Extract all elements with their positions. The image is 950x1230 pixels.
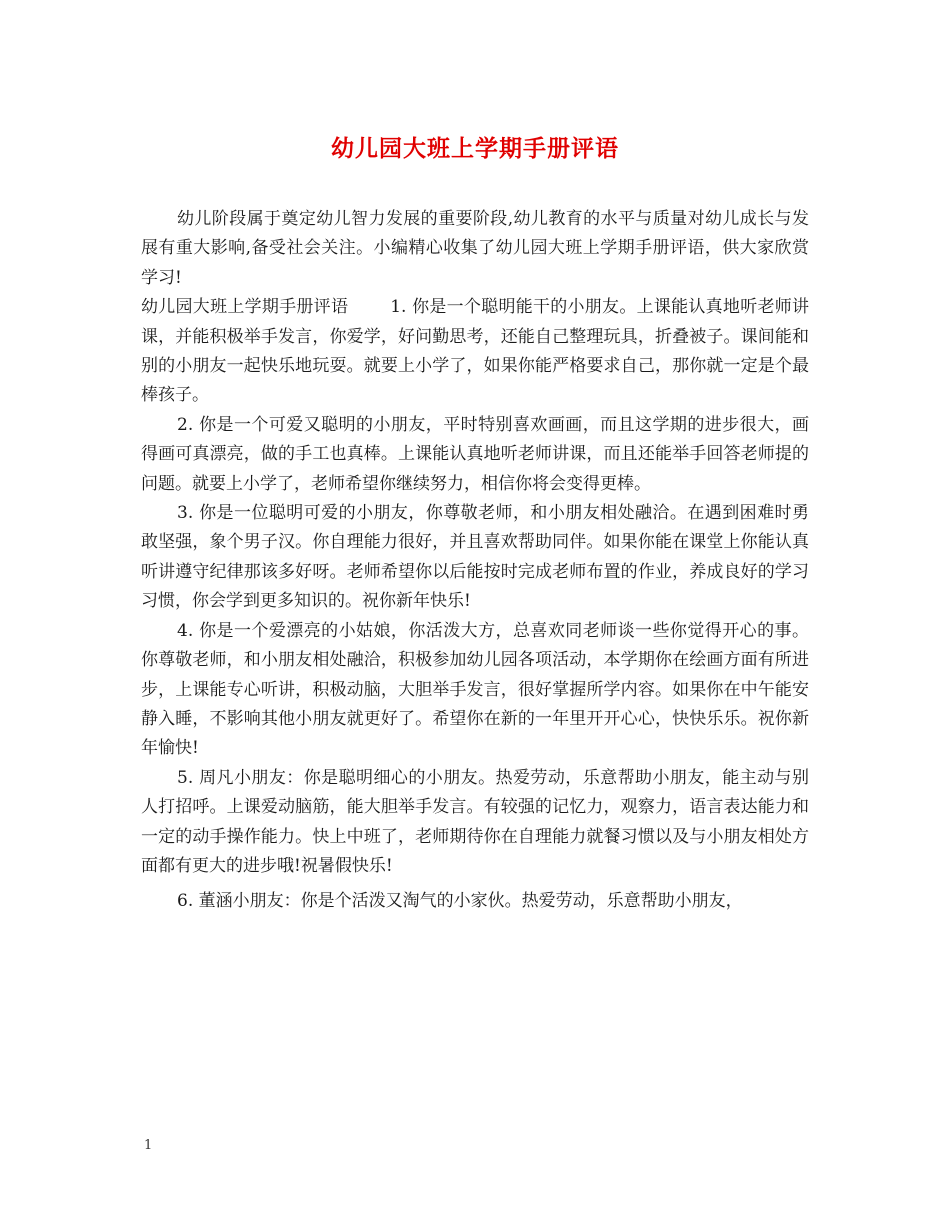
comment-item-2: 2. 你是一个可爱又聪明的小朋友，平时特别喜欢画画，而且这学期的进步很大，画得画可真漂亮，做的手工也真棒。上课能认真地听老师讲课，而且还能举手回答老师提的问题。就要上小学了，老师希望你继续努力，相信你将会变得更棒。 <box>141 414 809 494</box>
comment-item-1: 1. 你是一个聪明能干的小朋友。上课能认真地听老师讲课，并能积极举手发言，你爱学，好问勤思考，还能自己整理玩具，折叠被子。课间能和别的小朋友一起快乐地玩耍。就要上小学了，如果你能严格要求自己，那你就一定是个最棒孩子。 <box>141 297 810 406</box>
comment-item-3: 3. 你是一位聪明可爱的小朋友，你尊敬老师，和小朋友相处融洽。在遇到困难时勇敢坚强，象个男子汉。你自理能力很好，并且喜欢帮助同伴。如果你能在课堂上你能认真听讲遵守纪律那该多好呀。老师希望你以后能按时完成老师布置的作业，养成良好的学习习惯，你会学到更多知识的。祝你新年快乐! <box>141 503 809 612</box>
comment-item-6: 6. 董涵小朋友：你是个活泼又淘气的小家伙。热爱劳动，乐意帮助小朋友， <box>177 891 743 912</box>
document-body <box>141 205 809 917</box>
intro-paragraph: 幼儿阶段属于奠定幼儿智力发展的重要阶段,幼儿教育的水平与质量对幼儿成长与发展有重大影响,备受社会关注。小编精心收集了幼儿园大班上学期手册评语，供大家欣赏学习! <box>141 209 809 288</box>
document-title: 幼儿园大班上学期手册评语 <box>331 135 619 162</box>
first-item-paragraph <box>141 293 809 411</box>
comment-item-5: 5. 周凡小朋友：你是聪明细心的小朋友。热爱劳动，乐意帮助小朋友，能主动与别人打招呼。上课爱动脑筋，能大胆举手发言。有较强的记忆力，观察力，语言表达能力和一定的动手操作能力。快上中班了，老师期待你在自理能力就餐习惯以及与小朋友相处方面都有更大的进步哦!祝暑假快乐! <box>141 767 809 876</box>
page-number: 1 <box>144 1138 153 1153</box>
comment-item-4: 4. 你是一个爱漂亮的小姑娘，你活泼大方，总喜欢同老师谈一些你觉得开心的事。你尊敬老师，和小朋友相处融洽，积极参加幼儿园各项活动，本学期你在绘画方面有所进步，上课能专心听讲，积极动脑，大胆举手发言，很好掌握所学内容。如果你在中午能安静入睡，不影响其他小朋友就更好了。希望你在新的一年里开开心心，快快乐乐。祝你新年愉快! <box>141 620 809 759</box>
subheading: 幼儿园大班上学期手册评语 <box>141 297 349 318</box>
